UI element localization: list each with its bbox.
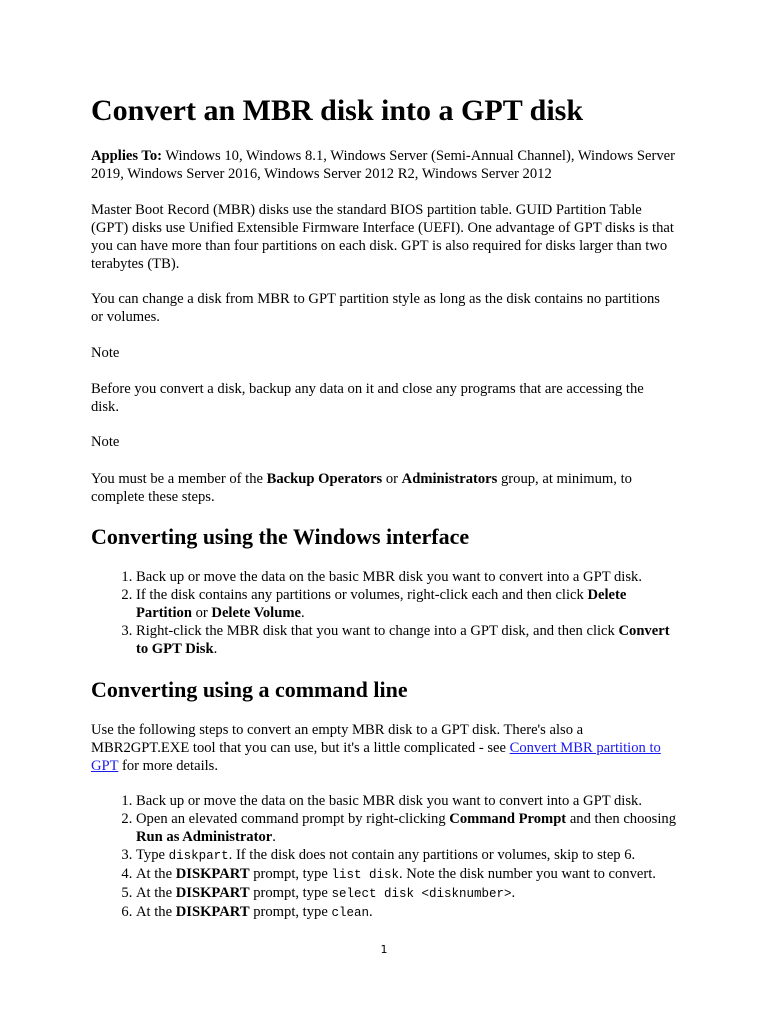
- list-item-text: . Note the disk number you want to convert.: [398, 866, 656, 882]
- list-item-bold-text: DISKPART: [175, 885, 250, 901]
- intro-paragraph: Master Boot Record (MBR) disks use the standard BIOS partition table. GUID Partition Table (GPT) disks use Unified Extensible Firmware Interface (UEFI). One advantage of GPT disks is that you can have more than four partitions on each disk. GPT is also required for disks larger than two terabytes (TB).: [91, 202, 674, 272]
- list-item-bold-text: Delete Volume: [211, 605, 301, 621]
- note-bold-text: Administrators: [401, 471, 498, 487]
- list-item-text: prompt, type: [249, 866, 332, 882]
- list-item: [136, 903, 676, 922]
- list-item-text: .: [213, 641, 218, 657]
- inline-code: list disk: [331, 868, 399, 882]
- page-title: Convert an MBR disk into a GPT disk: [91, 94, 584, 127]
- applies-to-paragraph: [91, 147, 675, 183]
- list-item-text: .: [511, 885, 516, 901]
- list-item-text: Open an elevated command prompt by right-clicking: [136, 811, 450, 827]
- list-item-text: .: [368, 904, 373, 920]
- command-steps-list: [91, 792, 676, 922]
- list-item-text: and then choosing: [566, 811, 677, 827]
- list-item-bold-text: DISKPART: [175, 866, 250, 882]
- inline-code: select disk <disknumber>: [331, 887, 512, 901]
- list-item-text: prompt, type: [249, 885, 332, 901]
- note-bold-text: Backup Operators: [266, 471, 383, 487]
- page-number: 1: [380, 943, 388, 956]
- list-item-text: or: [191, 605, 212, 621]
- list-item-text: If the disk contains any partitions or volumes, right-click each and then click: [136, 587, 588, 603]
- list-item-text: At the: [136, 866, 176, 882]
- list-item-text: prompt, type: [249, 904, 332, 920]
- list-item-text: At the: [136, 885, 176, 901]
- list-item-bold-text: DISKPART: [175, 904, 250, 920]
- list-item-text: At the: [136, 904, 176, 920]
- note-text-part: group, at minimum, to complete these steps.: [91, 471, 632, 505]
- list-item-bold-text: Run as Administrator: [136, 829, 273, 845]
- command-line-intro: [91, 721, 675, 775]
- applies-to-text: Windows 10, Windows 8.1, Windows Server (Semi-Annual Channel), Windows Server 2019, Windows Server 2016, Windows Server 2012 R2, Windows Server 2012: [91, 148, 675, 182]
- list-item-text: Type: [136, 847, 169, 863]
- list-item: [136, 622, 676, 658]
- convert-mbr-partition-link[interactable]: Convert MBR partition to GPT: [91, 740, 661, 774]
- note-text-part: or: [382, 471, 402, 487]
- inline-code: clean: [331, 906, 369, 920]
- list-item: 1. Back up or move the data on the basic MBR disk you want to convert into a GPT disk.: [136, 568, 676, 586]
- list-item-text: .: [272, 829, 276, 845]
- note-text: [91, 470, 675, 506]
- note-label: Note: [91, 345, 120, 361]
- list-item-text: Right-click the MBR disk that you want to change into a GPT disk, and then click: [136, 623, 619, 639]
- list-item-bold-text: Convert to GPT Disk: [136, 623, 670, 657]
- section-heading: Converting using a command line: [91, 677, 408, 702]
- inline-code: diskpart: [168, 849, 229, 863]
- list-item-text: .: [300, 605, 305, 621]
- section-heading: Converting using the Windows interface: [91, 524, 470, 549]
- list-item: [136, 586, 676, 622]
- list-item-bold-text: Delete Partition: [136, 587, 627, 621]
- change-paragraph: You can change a disk from MBR to GPT partition style as long as the disk contains no partitions or volumes.: [91, 291, 660, 325]
- list-item: [136, 884, 676, 903]
- note-text-part: You must be a member of the: [91, 471, 267, 487]
- intro-text: Use the following steps to convert an empty MBR disk to a GPT disk. There's also a MBR2GPT.EXE tool that you can use, but it's a little complicated - see: [91, 722, 584, 756]
- note-text: Before you convert a disk, backup any data on it and close any programs that are accessing the disk.: [91, 381, 644, 415]
- applies-to-label: Applies To:: [91, 148, 162, 164]
- list-item: 1. Back up or move the data on the basic MBR disk you want to convert into a GPT disk.: [136, 792, 676, 810]
- note-label: Note: [91, 434, 120, 450]
- list-item-bold-text: Command Prompt: [449, 811, 567, 827]
- list-item: [136, 846, 676, 865]
- list-item: [136, 810, 676, 846]
- list-item-text: . If the disk does not contain any partitions or volumes, skip to step 6.: [228, 847, 636, 863]
- list-item: [136, 865, 676, 884]
- windows-steps-list: [91, 568, 676, 658]
- intro-text: for more details.: [118, 758, 219, 774]
